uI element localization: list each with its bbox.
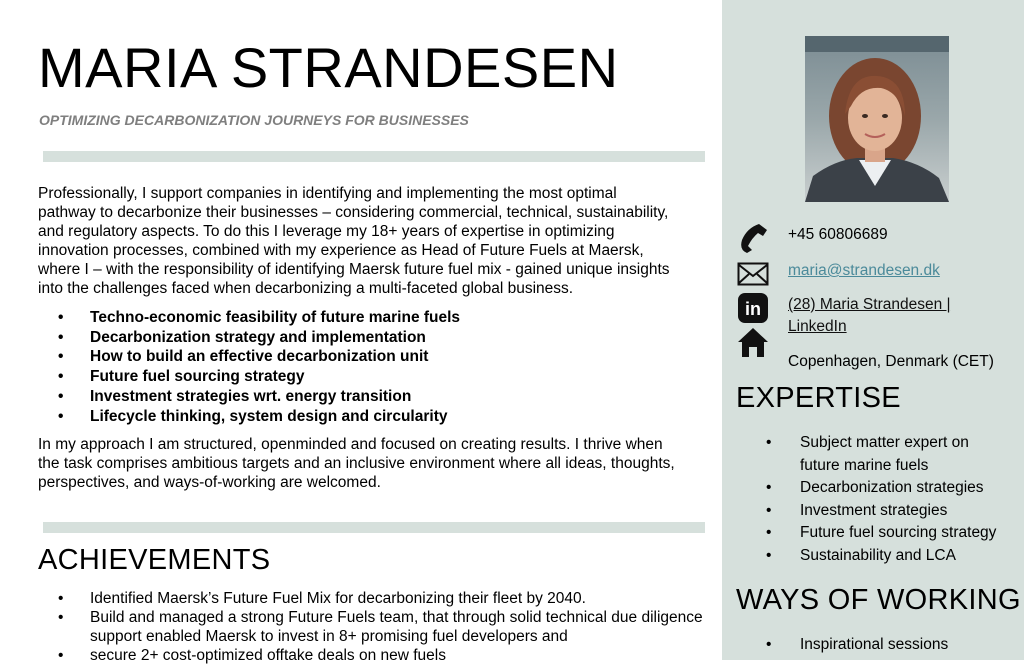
- achievements-list: [58, 589, 703, 665]
- ways-heading: WAYS OF WORKING: [736, 584, 1021, 616]
- achievement-item: • secure 2+ cost-optimized offtake deals on new fuels: [58, 646, 703, 665]
- profile-photo: [805, 36, 949, 202]
- candidate-tagline: OPTIMIZING DECARBONIZATION JOURNEYS FOR BUSINESSES: [39, 112, 469, 128]
- skill-item: • Techno-economic feasibility of future marine fuels: [58, 308, 460, 328]
- achievement-item: • Build and managed a strong Future Fuels team, that through solid technical due diligence support enabled Maersk to invest in 8+ promising fuel developers and: [58, 608, 703, 646]
- achievement-item: • Identified Maersk’s Future Fuel Mix for decarbonizing their fleet by 2040.: [58, 589, 703, 608]
- intro-line: Professionally, I support companies in identifying and implementing the most optimal: [38, 185, 617, 202]
- phone-icon: [736, 222, 770, 254]
- expertise-item: • Future fuel sourcing strategy: [766, 522, 996, 545]
- ways-list: [766, 634, 948, 657]
- intro-line: and regulatory aspects. To do this I leverage my 18+ years of expertise in optimizing: [38, 223, 615, 240]
- expertise-item: • Sustainability and LCA: [766, 545, 996, 568]
- skill-item: • Lifecycle thinking, system design and circularity: [58, 407, 460, 427]
- contact-address-row: [722, 326, 1024, 370]
- linkedin-icon: [736, 292, 770, 324]
- mail-icon: [736, 258, 770, 290]
- intro-line: innovation processes, combined with my experience as Head of Future Fuels at Maersk,: [38, 242, 644, 259]
- expertise-item: • Decarbonization strategies: [766, 477, 996, 500]
- divider-bar-top: [43, 151, 705, 162]
- linkedin-link-line1[interactable]: (28) Maria Strandesen |: [788, 296, 951, 313]
- address-text: Copenhagen, Denmark (CET): [788, 353, 994, 370]
- resume-sidebar: [722, 0, 1024, 660]
- candidate-name: MARIA STRANDESEN: [38, 36, 619, 99]
- intro-line: pathway to decarbonize their businesses – considering commercial, technical, sustainability,: [38, 204, 669, 221]
- intro-paragraph: [38, 184, 718, 298]
- approach-line: the task comprises ambitious targets and an inclusive environment where all ideas, thoughts,: [38, 455, 675, 472]
- ways-item: • Inspirational sessions: [766, 634, 948, 657]
- skill-item: • How to build an effective decarbonization unit: [58, 347, 460, 367]
- svg-text:in: in: [745, 299, 761, 319]
- approach-line: perspectives, and ways-of-working are welcomed.: [38, 474, 381, 491]
- expertise-heading: EXPERTISE: [736, 382, 901, 414]
- skill-item: • Future fuel sourcing strategy: [58, 367, 460, 387]
- home-icon: [736, 326, 770, 358]
- skill-item: • Investment strategies wrt. energy transition: [58, 387, 460, 407]
- phone-number: +45 60806689: [788, 226, 888, 243]
- intro-line: where I – with the responsibility of identifying Maersk future fuel mix - gained unique insights: [38, 261, 670, 278]
- skills-list: [58, 308, 460, 426]
- approach-line: In my approach I am structured, openminded and focused on creating results. I thrive when: [38, 436, 663, 453]
- approach-paragraph: [38, 435, 718, 492]
- intro-line: into the challenges faced when decarbonizing a multi-faceted global business.: [38, 280, 574, 297]
- linkedin-link-line2[interactable]: LinkedIn: [788, 318, 847, 335]
- expertise-list: [766, 432, 996, 567]
- divider-bar-middle: [43, 522, 705, 533]
- skill-item: • Decarbonization strategy and implementation: [58, 328, 460, 348]
- expertise-item: • Subject matter expert on future marine fuels: [766, 432, 996, 477]
- email-link[interactable]: maria@strandesen.dk: [788, 262, 940, 279]
- expertise-item: • Investment strategies: [766, 500, 996, 523]
- achievements-heading: ACHIEVEMENTS: [38, 544, 271, 576]
